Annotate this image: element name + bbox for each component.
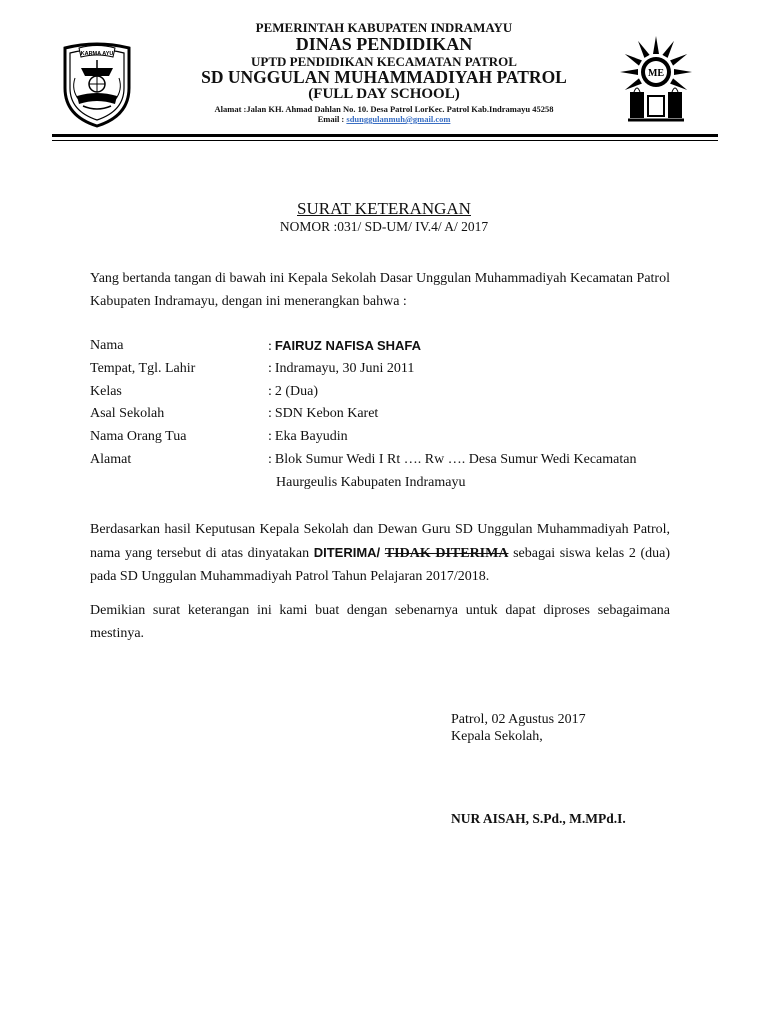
letterhead-email-line <box>0 114 768 124</box>
field-row-parent <box>90 429 690 452</box>
field-row-class <box>90 384 690 407</box>
field-row-birth <box>90 361 690 384</box>
emblem-initials: ME <box>647 68 665 79</box>
letterhead-unit: UPTD PENDIDIKAN KECAMATAN PATROL <box>251 54 517 69</box>
document-number: NOMOR :031/ SD-UM/ IV.4/ A/ 2017 <box>279 219 489 234</box>
signature-role: Kepala Sekolah, <box>451 729 543 744</box>
field-separator: : <box>268 406 272 421</box>
field-row-name <box>90 338 690 361</box>
field-row-address <box>90 452 690 475</box>
field-label: Nama <box>90 338 124 353</box>
closing-paragraph: Demikian surat keterangan ini kami buat dengan sebenarnya untuk dapat diproses sebagaimana mestinya. <box>90 603 670 641</box>
letterhead-school-type: (FULL DAY SCHOOL) <box>308 86 460 102</box>
document-title: SURAT KETERANGAN <box>297 199 471 218</box>
field-label: Alamat <box>90 452 132 467</box>
letterhead-school-name: SD UNGGULAN MUHAMMADIYAH PATROL <box>201 67 567 87</box>
field-separator: : <box>268 452 272 467</box>
decision-text-before: Berdasarkan hasil Keputusan Kepala Sekolah dan Dewan Guru SD Unggulan Muhammadiyah Patrol, nama yang tersebut di atas dinyatakan <box>90 522 670 561</box>
decision-paragraph <box>90 518 670 588</box>
signature-place-date: Patrol, 02 Agustus 2017 <box>451 712 586 727</box>
letterhead-divider-thick <box>52 134 718 137</box>
letterhead-government: PEMERINTAH KABUPATEN INDRAMAYU <box>255 20 513 35</box>
decision-rejected-struck: TIDAK DITERIMA <box>384 546 509 561</box>
intro-paragraph: Yang bertanda tangan di bawah ini Kepala Sekolah Dasar Unggulan Muhammadiyah Kecamatan Patrol Kabupaten Indramayu, dengan ini menerangkan bahwa : <box>90 271 670 309</box>
field-label: Kelas <box>90 384 122 399</box>
field-value: Indramayu, 30 Juni 2011 <box>274 361 415 376</box>
field-value: Blok Sumur Wedi I Rt …. Rw …. Desa Sumur Wedi Kecamatan <box>274 452 637 467</box>
field-value: FAIRUZ NAFISA SHAFA <box>274 338 422 353</box>
letterhead-address: Alamat :Jalan KH. Ahmad Dahlan No. 10. Desa Patrol LorKec. Patrol Kab.Indramayu 45258 <box>214 104 554 114</box>
field-label: Tempat, Tgl. Lahir <box>90 361 196 376</box>
emblem-motto: KARMA AYU <box>80 51 114 57</box>
decision-text-after: sebagai siswa kelas 2 (dua) pada SD Unggulan Muhammadiyah Patrol Tahun Pelajaran 2017/2018. <box>90 546 671 584</box>
letterhead-department: DINAS PENDIDIKAN <box>295 34 473 54</box>
letterhead-divider-thin <box>52 140 718 141</box>
decision-accepted: DITERIMA/ <box>313 545 381 560</box>
field-row-origin-school <box>90 406 690 429</box>
field-value: 2 (Dua) <box>274 384 319 399</box>
field-separator: : <box>268 339 272 354</box>
address-continuation: Haurgeulis Kabupaten Indramayu <box>276 475 466 490</box>
email-label: Email : <box>317 114 345 124</box>
field-separator: : <box>268 384 272 399</box>
field-separator: : <box>268 361 272 376</box>
field-value: SDN Kebon Karet <box>274 406 379 421</box>
field-label: Nama Orang Tua <box>90 429 187 444</box>
field-separator: : <box>268 429 272 444</box>
field-label: Asal Sekolah <box>90 406 165 421</box>
email-link[interactable]: sdunggulanmuh@gmail.com <box>346 114 451 124</box>
signature-name: NUR AISAH, S.Pd., M.MPd.I. <box>451 811 626 826</box>
field-value: Eka Bayudin <box>274 429 348 444</box>
